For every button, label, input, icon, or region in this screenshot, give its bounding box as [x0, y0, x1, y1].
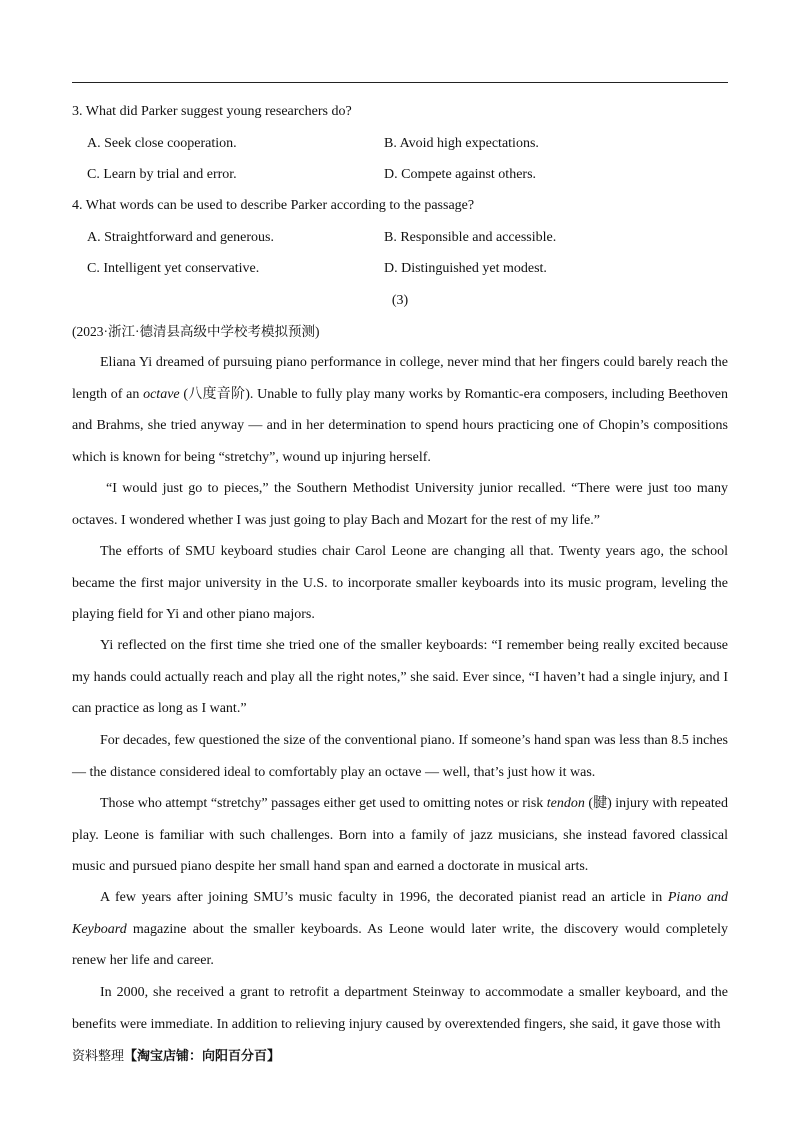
- option-d[interactable]: D. Compete against others.: [384, 167, 537, 182]
- passage-source: (2023·浙江·德清县高级中学校考模拟预测): [72, 324, 320, 339]
- option-a[interactable]: A. Straightforward and generous.: [87, 230, 275, 245]
- footer-label: 资料整理: [72, 1049, 125, 1064]
- option-a[interactable]: A. Seek close cooperation.: [87, 136, 237, 151]
- footer-shop: 【淘宝店铺：向阳百分百】: [124, 1049, 281, 1064]
- passage-paragraph-1: Eliana Yi dreamed of pursuing piano performance in college, never mind that her fingers could barely reach the length of an octave (八度音阶). Unable to fully play many works by Romantic-era composers, including Beethoven and Brahms, she tried anyway — and in her determination to spend hours practicing one of Chopin’s compositions which is known for being “stretchy”, wound up injuring herself.: [72, 355, 729, 465]
- term-octave: octave: [143, 386, 180, 402]
- section-number: (3): [391, 293, 409, 308]
- option-d[interactable]: D. Distinguished yet modest.: [384, 261, 547, 276]
- passage-paragraph-8: In 2000, she received a grant to retrofit a department Steinway to accommodate a smaller keyboard, and the benefits were immediate. In addition to relieving injury caused by overextended fingers, she said, it gave those with: [72, 985, 728, 1032]
- passage-paragraph-2: “I would just go to pieces,” the Southern Methodist University junior recalled. “There were just too many octaves. I wondered whether I was just going to play Bach and Mozart for the rest of my life.”: [72, 481, 728, 528]
- passage-paragraph-5: For decades, few questioned the size of the conventional piano. If someone’s hand span was less than 8.5 inches — the distance considered ideal to comfortably play an octave — well, that’s just how it was.: [72, 733, 728, 780]
- question-stem: 4. What words can be used to describe Parker according to the passage?: [72, 198, 475, 213]
- term-tendon: tendon: [546, 796, 585, 811]
- magazine-title: Piano and Keyboard: [72, 890, 728, 937]
- passage-paragraph-6: Those who attempt “stretchy” passages either get used to omitting notes or risk tendon (腱) injury with repeated play. Leone is familiar with such challenges. Born into a family of jazz musicians, she instead favored classical music and pursued piano despite her small hand span and earned a doctorate in musical arts.: [72, 796, 728, 874]
- passage-paragraph-3: The efforts of SMU keyboard studies chair Carol Leone are changing all that. Twenty years ago, the school became the first major university in the U.S. to incorporate smaller keyboards into its music program, leveling the playing field for Yi and other piano majors.: [72, 544, 728, 622]
- option-c[interactable]: C. Learn by trial and error.: [87, 167, 237, 182]
- option-c[interactable]: C. Intelligent yet conservative.: [87, 261, 260, 276]
- option-b[interactable]: B. Avoid high expectations.: [384, 136, 539, 151]
- option-b[interactable]: B. Responsible and accessible.: [384, 230, 557, 245]
- passage-paragraph-7: A few years after joining SMU’s music faculty in 1996, the decorated pianist read an article in Piano and Keyboard magazine about the smaller keyboards. As Leone would later write, the discovery would completely renew her life and career.: [72, 890, 728, 968]
- question-stem: 3. What did Parker suggest young researchers do?: [72, 104, 352, 119]
- footer-credit: [72, 1045, 280, 1064]
- header-rule: [72, 82, 728, 83]
- passage-paragraph-4: Yi reflected on the first time she tried one of the smaller keyboards: “I remember being really excited because my hands could actually reach and play all the right notes,” she said. Ever since, “I haven’t had a single injury, and I can practice as long as I want.”: [72, 638, 728, 716]
